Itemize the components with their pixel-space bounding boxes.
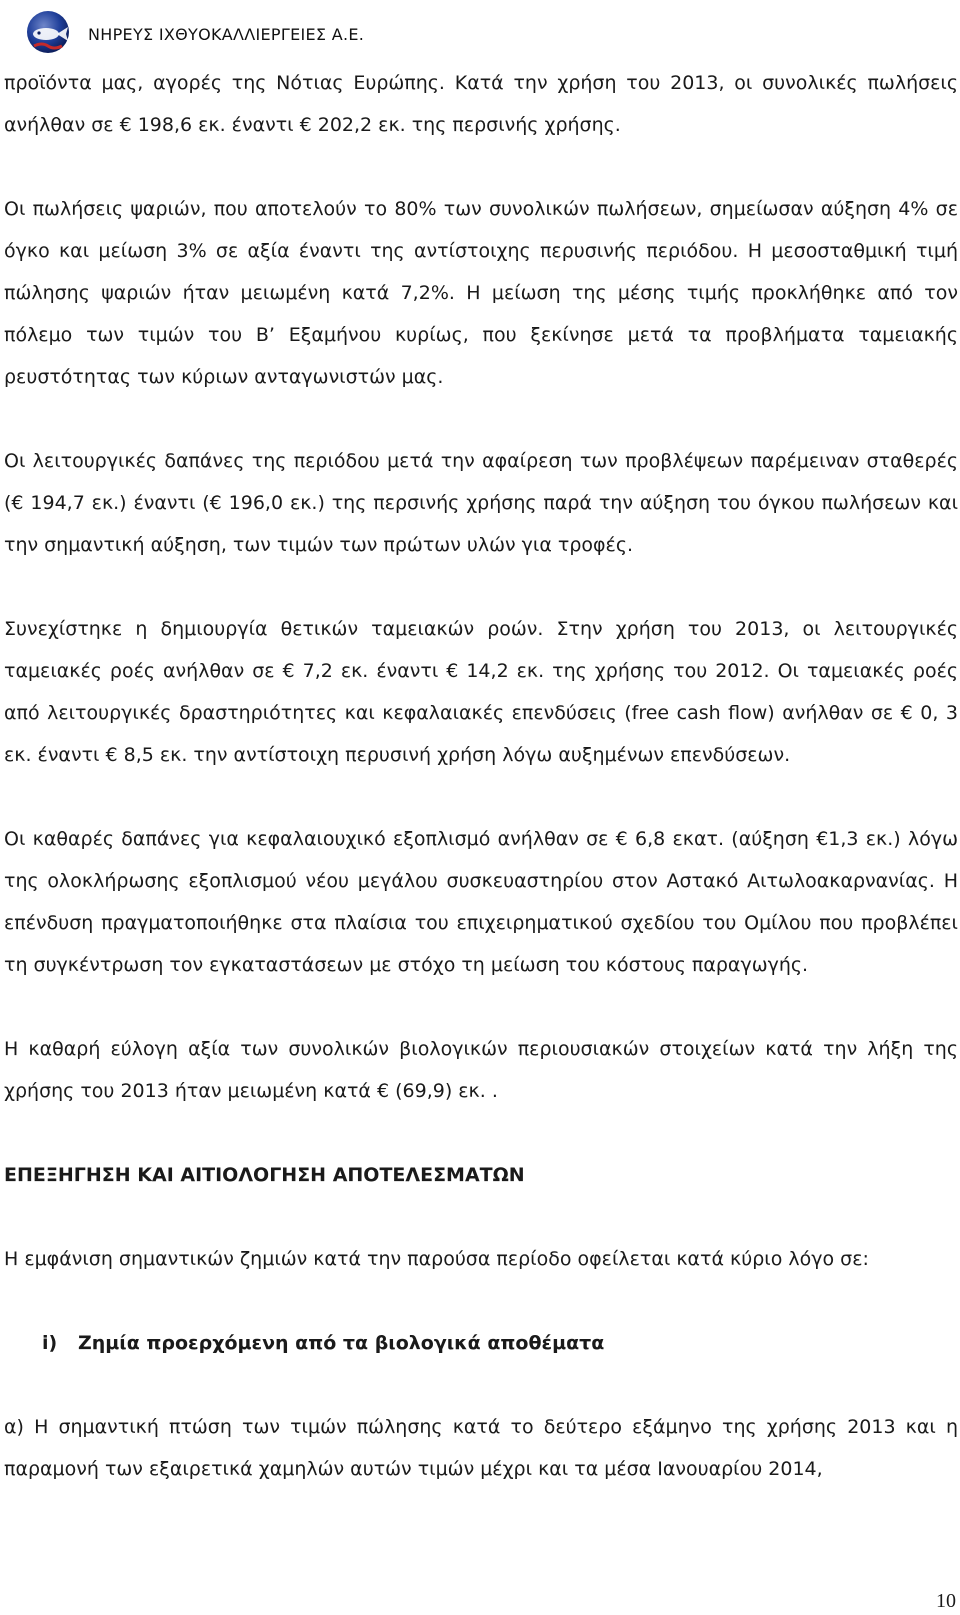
paragraph-capex: Οι καθαρές δαπάνες για κεφαλαιουχικό εξοπλισμό ανήλθαν σε € 6,8 εκατ. (αύξηση €1,3 εκ.) λόγω της ολοκλήρωσης εξοπλισμού νέου μεγάλου συσκευαστηρίου στον Αστακό Αιτωλοακαρνανίας. Η επένδυση πραγματοποιήθηκε στα πλαίσια του επιχειρηματικού σχεδίου του Ομίλου που προβλέπει τη συγκέντρωση τον εγκαταστάσεων με στόχο τη μείωση του κόστους παραγωγής. (4, 828, 958, 976)
document-body (4, 62, 958, 1490)
company-name: ΝΗΡΕΥΣ ΙΧΘΥΟΚΑΛΛΙΕΡΓΕΙΕΣ Α.Ε. (88, 24, 365, 44)
paragraph-operating-costs: Οι λειτουργικές δαπάνες της περιόδου μετά την αφαίρεση των προβλέψεων παρέμειναν σταθερές (€ 194,7 εκ.) έναντι (€ 196,0 εκ.) της περσινής χρήσης παρά την αύξηση του όγκου πωλήσεων και την σημαντική αύξηση, των τιμών των πρώτων υλών για τροφές. (4, 450, 958, 556)
paragraph-fair-value: Η καθαρή εύλογη αξία των συνολικών βιολογικών περιουσιακών στοιχείων κατά την λήξη της χρήσης του 2013 ήταν μειωμένη κατά € (69,9) εκ. . (4, 1038, 958, 1102)
subsection-heading (42, 1322, 958, 1364)
paragraph-fish-sales: Οι πωλήσεις ψαριών, που αποτελούν το 80% των συνολικών πωλήσεων, σημείωσαν αύξηση 4% σε όγκο και μείωση 3% σε αξία έναντι της αντίστοιχης περυσινής περιόδου. Η μεσοσταθμική τιμή πώλησης ψαριών ήταν μειωμένη κατά 7,2%. Η μείωση της μέσης τιμής προκλήθηκε από τον πόλεμο των τιμών του Β’ Εξαμήνου κυρίως, που ξεκίνησε μετά τα προβλήματα ταμειακής ρευστότητας των κύριων ανταγωνιστών μας. (4, 198, 958, 388)
paragraph-price-drop: α) Η σημαντική πτώση των τιμών πώλησης κατά το δεύτερο εξάμηνο της χρήσης 2013 και η παραμονή των εξαιρετικά χαμηλών αυτών τιμών μέχρι και τα μέσα Ιανουαρίου 2014, (4, 1416, 958, 1480)
section-heading: ΕΠΕΞΗΓΗΣΗ ΚΑΙ ΑΙΤΙΟΛΟΓΗΣΗ ΑΠΟΤΕΛΕΣΜΑΤΩΝ (4, 1164, 525, 1186)
fish-globe-logo-icon (24, 8, 76, 60)
subsection-title: Ζημία προερχόμενη από τα βιολογικά αποθέματα (78, 1332, 605, 1354)
paragraph-cash-flows: Συνεχίστηκε η δημιουργία θετικών ταμειακών ροών. Στην χρήση του 2013, οι λειτουργικές ταμειακές ροές ανήλθαν σε € 7,2 εκ. έναντι € 14,2 εκ. της χρήσης του 2012. Οι ταμειακές ροές από λειτουργικές δραστηριότητες και κεφαλαιακές επενδύσεις (free cash flow) ανήλθαν σε € 0, 3 εκ. έναντι € 8,5 εκ. την αντίστοιχη περυσινή χρήση λόγω αυξημένων επενδύσεων. (4, 618, 958, 766)
page-header (24, 8, 364, 60)
paragraph-losses-intro: Η εμφάνιση σημαντικών ζημιών κατά την παρούσα περίοδο οφείλεται κατά κύριο λόγο σε: (4, 1248, 869, 1270)
page-number: 10 (936, 1590, 956, 1612)
subsection-number: i) (42, 1332, 58, 1354)
paragraph-sales: προϊόντα μας, αγορές της Νότιας Ευρώπης. Κατά την χρήση του 2013, οι συνολικές πωλήσεις ανήλθαν σε € 198,6 εκ. έναντι € 202,2 εκ. της περσινής χρήσης. (4, 72, 958, 136)
